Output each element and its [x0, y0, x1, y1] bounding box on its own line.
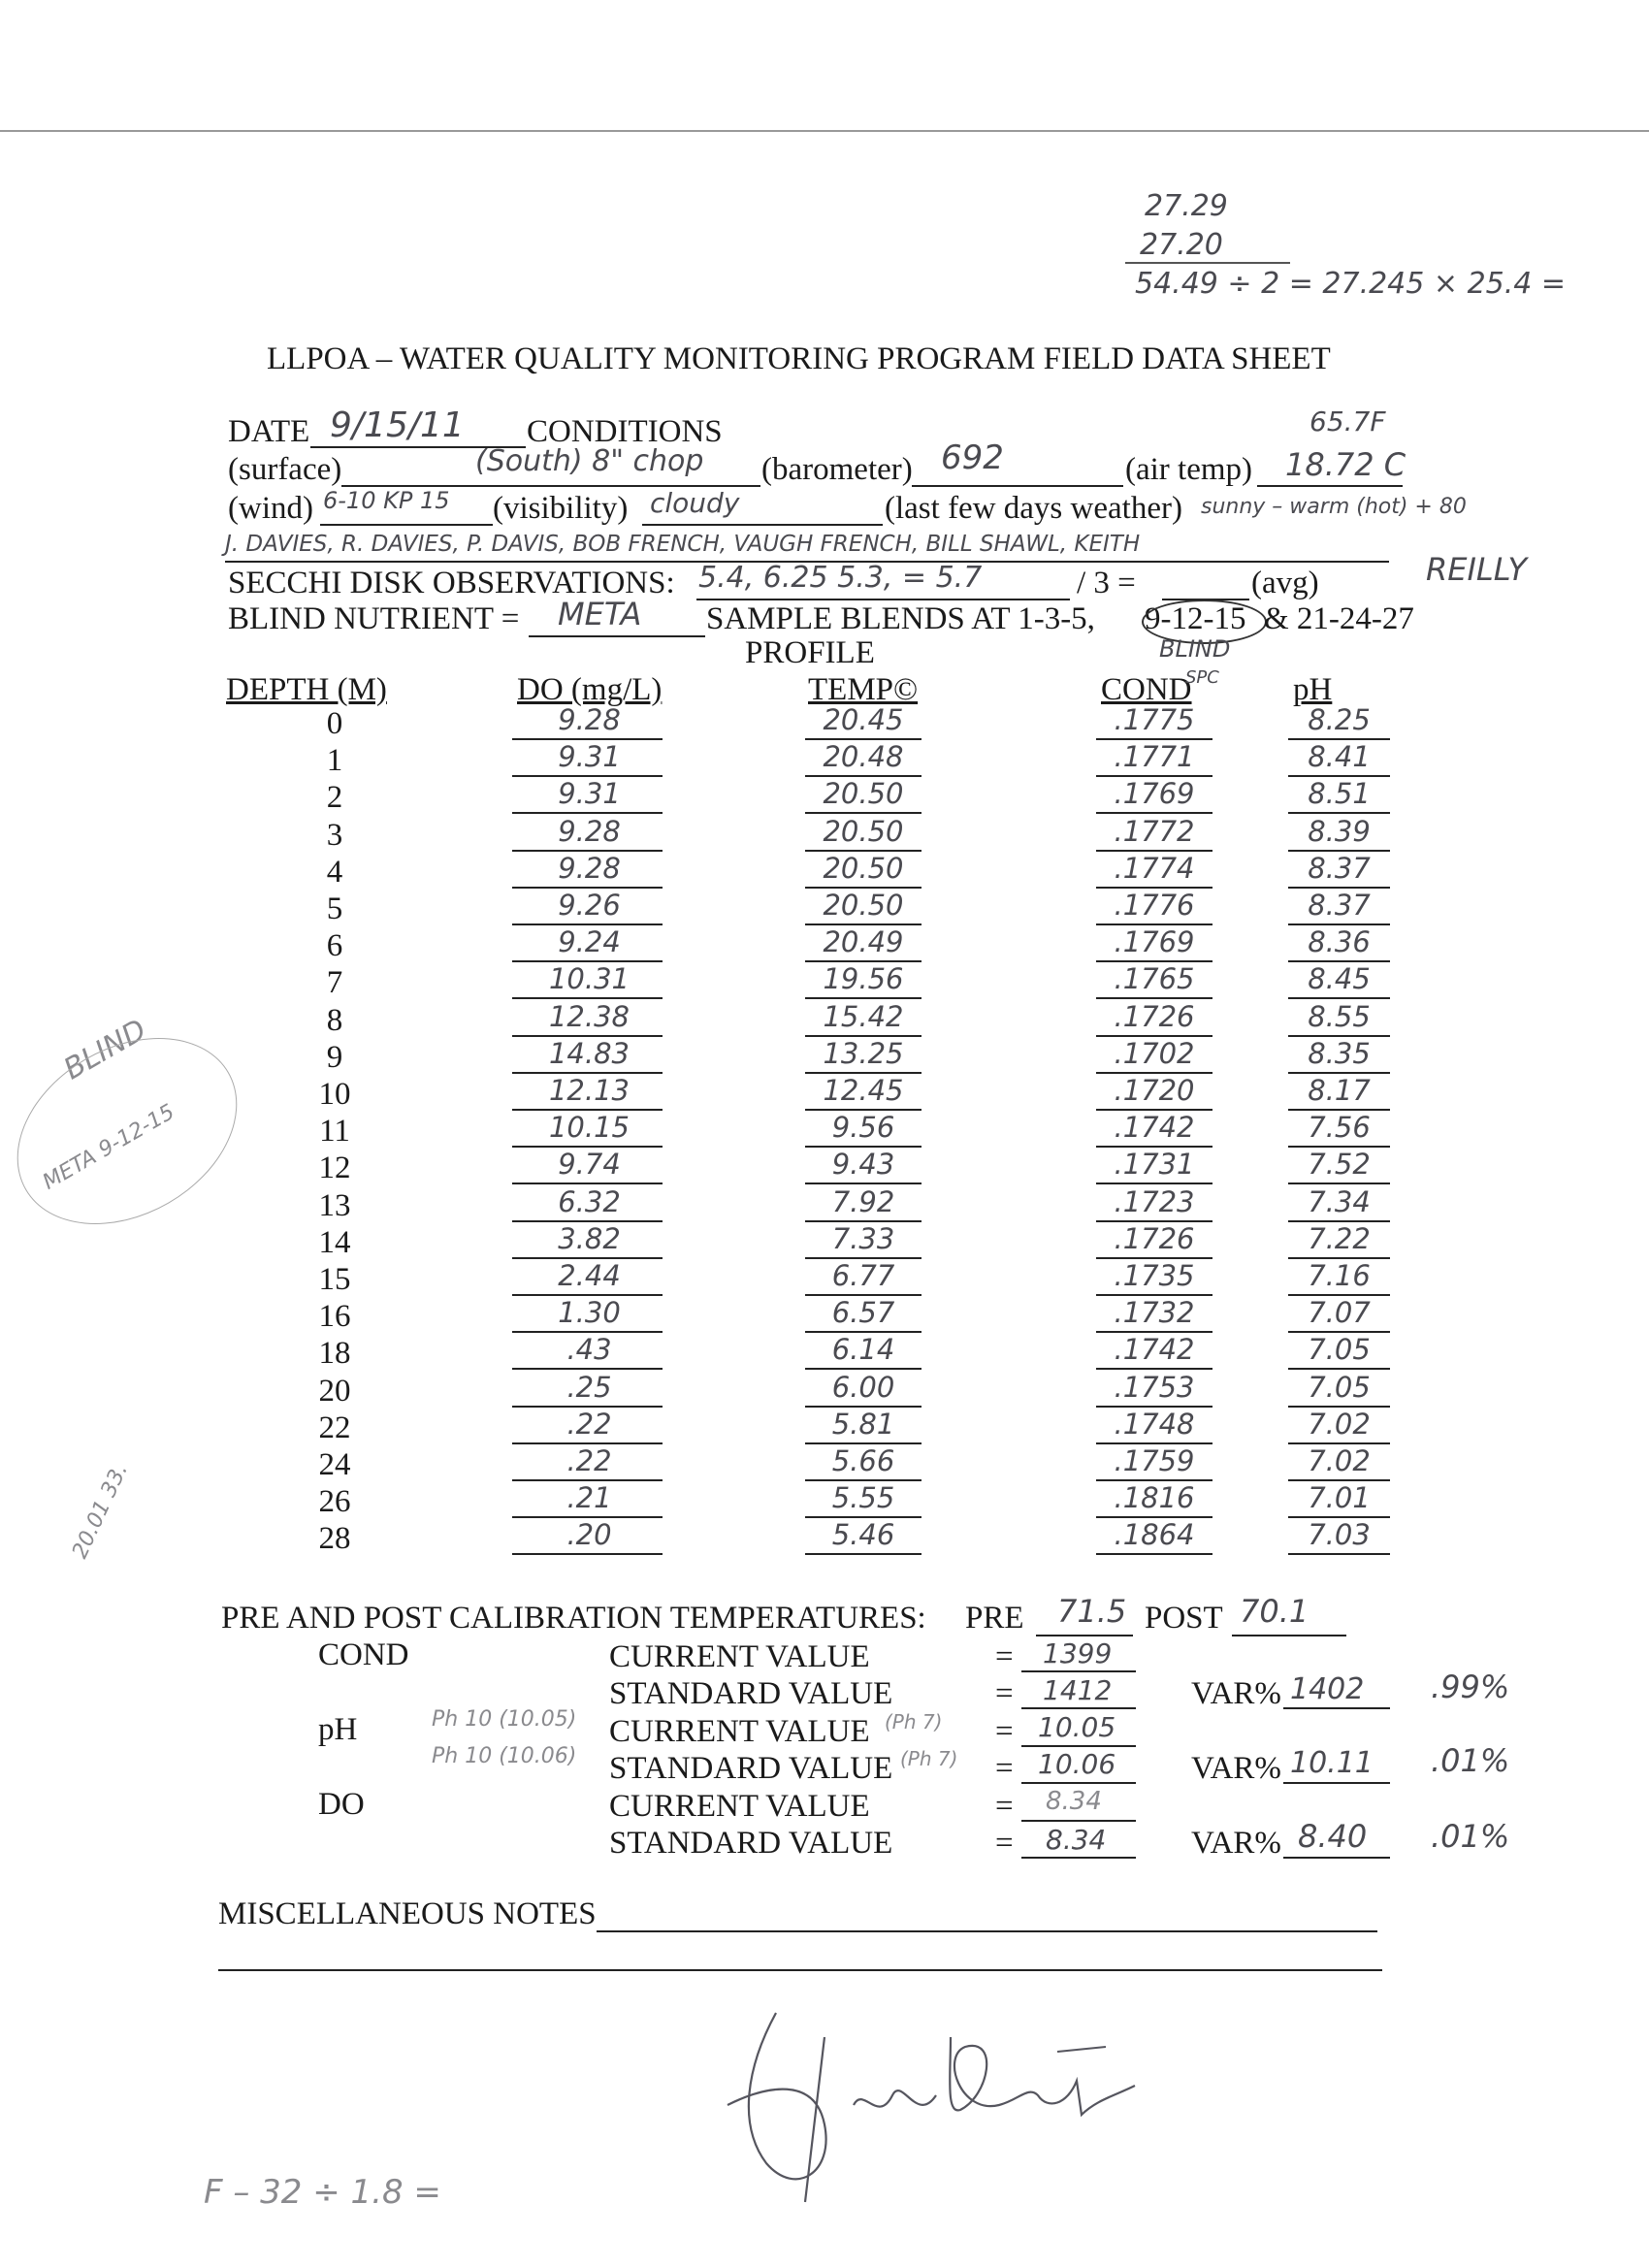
- depth-cell: 10: [318, 1077, 351, 1112]
- ph-cell: 8.41: [1308, 740, 1371, 774]
- do-cell: 10.31: [548, 962, 630, 996]
- depth-cell: 13: [318, 1187, 351, 1223]
- margin-calc-line3: 54.49 ÷ 2 = 27.245 × 25.4 =: [1135, 267, 1567, 301]
- col-do: DO (mg/L): [517, 672, 663, 707]
- wind-value: 6-10 KP 15: [323, 487, 450, 514]
- cal-cond-var-label: VAR%: [1191, 1676, 1281, 1711]
- cal-ph-current: 10.05: [1038, 1711, 1116, 1743]
- do-cell: 1.30: [558, 1296, 621, 1330]
- cal-ph-note-b: (Ph 7): [900, 1747, 958, 1770]
- wind-label: (wind): [228, 491, 313, 526]
- do-cell: .43: [566, 1333, 612, 1367]
- cal-eq: =: [995, 1714, 1014, 1749]
- cond-cell: .1759: [1114, 1444, 1195, 1477]
- air-temp-f: 65.7F: [1310, 405, 1386, 437]
- visibility-value: cloudy: [650, 487, 740, 519]
- depth-cell: 12: [318, 1150, 351, 1186]
- temp-cell: 19.56: [823, 962, 904, 996]
- do-cell: 9.24: [558, 925, 621, 959]
- do-cell: 9.28: [558, 851, 621, 885]
- temp-cell: 20.50: [823, 851, 904, 885]
- cal-eq: =: [995, 1751, 1014, 1786]
- margin-small: 20.01 33.: [68, 1459, 134, 1563]
- temp-cell: 13.25: [823, 1036, 904, 1070]
- depth-cell: 7: [326, 965, 343, 1001]
- cal-do-label: DO: [318, 1787, 365, 1822]
- temp-cell: 5.55: [831, 1481, 895, 1515]
- do-cell: .25: [566, 1370, 612, 1404]
- cal-do-current-label: CURRENT VALUE: [609, 1789, 870, 1824]
- blends-b: 9-12-15: [1145, 601, 1246, 636]
- depth-cell: 6: [326, 928, 343, 964]
- col-cond-note: SPC: [1185, 667, 1219, 688]
- cond-cell: .1732: [1114, 1296, 1195, 1330]
- cal-ph-pct: .01%: [1431, 1742, 1510, 1779]
- cond-cell: .1726: [1114, 1221, 1195, 1255]
- temp-cell: 5.46: [831, 1518, 895, 1552]
- do-cell: 12.13: [548, 1074, 630, 1107]
- cond-cell: .1769: [1114, 925, 1195, 959]
- ph-cell: 7.05: [1308, 1370, 1371, 1404]
- ph-cell: 8.35: [1308, 1036, 1371, 1070]
- cond-cell: .1720: [1114, 1074, 1195, 1107]
- cal-ph-note2: Ph 10 (10.06): [432, 1744, 577, 1768]
- cal-ph-var: 10.11: [1290, 1746, 1374, 1780]
- cond-cell: .1771: [1114, 740, 1195, 774]
- cal-eq: =: [995, 1789, 1014, 1824]
- ph-cell: 8.37: [1308, 851, 1371, 885]
- margin-calc-line2: 27.20: [1140, 228, 1223, 262]
- date-value: 9/15/11: [330, 405, 465, 445]
- blind-nutrient-label: BLIND NUTRIENT =: [228, 601, 520, 636]
- cal-do-standard-label: STANDARD VALUE: [609, 1826, 893, 1861]
- cond-cell: .1742: [1114, 1111, 1195, 1145]
- barometer-label: (barometer): [761, 452, 913, 487]
- cal-cond-var: 1402: [1290, 1672, 1365, 1706]
- ph-cell: 8.55: [1308, 999, 1371, 1033]
- page-top-edge: [0, 130, 1649, 132]
- surface-value: (South) 8" chop: [475, 444, 704, 478]
- margin-calc-line1: 27.29: [1145, 189, 1228, 223]
- depth-cell: 22: [318, 1409, 351, 1445]
- visibility-label: (visibility): [493, 491, 629, 526]
- post-value: 70.1: [1240, 1593, 1310, 1630]
- cond-cell: .1723: [1114, 1184, 1195, 1218]
- col-cond: COND: [1101, 672, 1192, 707]
- cal-ph-var-label: VAR%: [1191, 1751, 1281, 1786]
- depth-cell: 4: [326, 854, 343, 890]
- cond-cell: .1726: [1114, 999, 1195, 1033]
- cond-cell: .1748: [1114, 1407, 1195, 1441]
- cond-cell: .1753: [1114, 1370, 1195, 1404]
- cal-do-standard: 8.34: [1046, 1824, 1107, 1856]
- col-ph: pH: [1293, 672, 1333, 707]
- margin-blind: BLIND: [58, 1013, 152, 1087]
- temp-cell: 20.48: [823, 740, 904, 774]
- crew-names: J. DAVIES, R. DAVIES, P. DAVIS, BOB FRENCH, VAUGH FRENCH, BILL SHAWL, KEITH: [225, 532, 1141, 557]
- do-cell: 6.32: [558, 1184, 621, 1218]
- cond-cell: .1816: [1114, 1481, 1195, 1515]
- do-cell: 9.26: [558, 889, 621, 922]
- secchi-avg-label: (avg): [1251, 566, 1319, 600]
- profile-title: PROFILE: [745, 635, 875, 670]
- ph-cell: 7.02: [1308, 1444, 1371, 1477]
- cal-cond-standard: 1412: [1043, 1674, 1113, 1706]
- cal-ph-label: pH: [318, 1712, 358, 1747]
- air-temp-label: (air temp): [1125, 452, 1253, 487]
- blind-nutrient-value: META: [558, 596, 642, 632]
- barometer-value: 692: [941, 438, 1004, 477]
- depth-cell: 14: [318, 1224, 351, 1260]
- cal-do-current: 8.34: [1046, 1787, 1102, 1816]
- weather-value: sunny – warm (hot) + 80: [1201, 495, 1467, 519]
- depth-cell: 16: [318, 1299, 351, 1335]
- page-title: LLPOA – WATER QUALITY MONITORING PROGRAM FIELD DATA SHEET: [267, 341, 1331, 376]
- calibration-heading: PRE AND POST CALIBRATION TEMPERATURES:: [221, 1601, 926, 1636]
- cal-cond-current-label: CURRENT VALUE: [609, 1639, 870, 1674]
- bottom-formula: F – 32 ÷ 1.8 =: [204, 2173, 441, 2212]
- depth-cell: 20: [318, 1373, 351, 1409]
- ph-cell: 8.36: [1308, 925, 1371, 959]
- signature: [708, 1979, 1164, 2221]
- do-cell: 3.82: [558, 1221, 621, 1255]
- cond-cell: .1702: [1114, 1036, 1195, 1070]
- do-cell: .22: [566, 1444, 612, 1477]
- temp-cell: 6.00: [831, 1370, 895, 1404]
- ph-cell: 8.51: [1308, 777, 1371, 811]
- do-cell: 10.15: [548, 1111, 630, 1145]
- entry-line: [1096, 1553, 1212, 1555]
- cal-do-var: 8.40: [1298, 1818, 1368, 1855]
- temp-cell: 20.50: [823, 889, 904, 922]
- depth-cell: 8: [326, 1002, 343, 1038]
- cond-cell: .1742: [1114, 1333, 1195, 1367]
- entry-line: [805, 1553, 922, 1555]
- depth-cell: 2: [326, 780, 343, 816]
- blends-a: SAMPLE BLENDS AT 1-3-5,: [706, 601, 1095, 636]
- ph-cell: 7.05: [1308, 1333, 1371, 1367]
- depth-cell: 24: [318, 1447, 351, 1482]
- blends-c: & 21-24-27: [1264, 601, 1414, 636]
- do-cell: 9.28: [558, 703, 621, 736]
- temp-cell: 20.50: [823, 777, 904, 811]
- ph-cell: 7.01: [1308, 1481, 1371, 1515]
- col-depth: DEPTH (M): [226, 672, 387, 707]
- do-cell: 9.74: [558, 1148, 621, 1182]
- ph-cell: 7.34: [1308, 1184, 1371, 1218]
- ph-cell: 7.03: [1308, 1518, 1371, 1552]
- depth-cell: 28: [318, 1521, 351, 1557]
- cal-cond-current: 1399: [1043, 1637, 1113, 1669]
- temp-cell: 7.92: [831, 1184, 895, 1218]
- ph-cell: 7.22: [1308, 1221, 1371, 1255]
- depth-cell: 1: [326, 743, 343, 779]
- temp-cell: 9.56: [831, 1111, 895, 1145]
- margin-oval: [0, 1000, 271, 1262]
- weather-label: (last few days weather): [885, 491, 1182, 526]
- ph-cell: 7.07: [1308, 1296, 1371, 1330]
- temp-cell: 20.45: [823, 703, 904, 736]
- cond-cell: .1731: [1114, 1148, 1195, 1182]
- cal-eq: =: [995, 1826, 1014, 1861]
- cond-cell: .1775: [1114, 703, 1195, 736]
- secchi-label: SECCHI DISK OBSERVATIONS:: [228, 566, 675, 600]
- cal-do-pct: .01%: [1431, 1818, 1510, 1855]
- ph-cell: 7.16: [1308, 1259, 1371, 1292]
- temp-cell: 20.50: [823, 814, 904, 848]
- cond-cell: .1765: [1114, 962, 1195, 996]
- cal-ph-standard-label: STANDARD VALUE: [609, 1751, 893, 1786]
- margin-meta: META 9-12-15: [39, 1099, 179, 1195]
- depth-cell: 3: [326, 817, 343, 853]
- temp-cell: 5.81: [831, 1407, 895, 1441]
- cal-ph-current-label: CURRENT VALUE: [609, 1714, 870, 1749]
- temp-cell: 9.43: [831, 1148, 895, 1182]
- temp-cell: 6.14: [831, 1333, 895, 1367]
- cal-eq: =: [995, 1639, 1014, 1674]
- depth-cell: 0: [326, 706, 343, 741]
- do-cell: .22: [566, 1407, 612, 1441]
- ph-cell: 7.02: [1308, 1407, 1371, 1441]
- depth-cell: 26: [318, 1484, 351, 1520]
- depth-cell: 11: [319, 1114, 350, 1150]
- do-cell: 9.28: [558, 814, 621, 848]
- post-label: POST: [1145, 1601, 1223, 1636]
- air-temp-value: 18.72 C: [1285, 446, 1406, 483]
- entry-line: [512, 1553, 663, 1555]
- pre-label: PRE: [965, 1601, 1024, 1636]
- cond-cell: .1776: [1114, 889, 1195, 922]
- ph-cell: 8.39: [1308, 814, 1371, 848]
- cal-do-var-label: VAR%: [1191, 1826, 1281, 1861]
- ph-cell: 7.52: [1308, 1148, 1371, 1182]
- cond-cell: .1772: [1114, 814, 1195, 848]
- temp-cell: 7.33: [831, 1221, 895, 1255]
- do-cell: 12.38: [548, 999, 630, 1033]
- temp-cell: 5.66: [831, 1444, 895, 1477]
- ph-cell: 8.25: [1308, 703, 1371, 736]
- do-cell: .21: [566, 1481, 612, 1515]
- conditions-label: CONDITIONS: [527, 414, 723, 449]
- blind-note: BLIND: [1159, 635, 1231, 663]
- do-cell: .20: [566, 1518, 612, 1552]
- secchi-divisor: / 3 =: [1077, 566, 1136, 600]
- depth-cell: 18: [318, 1336, 351, 1372]
- secchi-values: 5.4, 6.25 5.3, = 5.7: [698, 561, 983, 595]
- cal-eq: =: [995, 1676, 1014, 1711]
- do-cell: 9.31: [558, 777, 621, 811]
- col-temp: TEMP©: [808, 672, 919, 707]
- ph-cell: 8.45: [1308, 962, 1371, 996]
- temp-cell: 20.49: [823, 925, 904, 959]
- cal-cond-standard-label: STANDARD VALUE: [609, 1676, 893, 1711]
- cal-ph-standard: 10.06: [1038, 1748, 1116, 1780]
- cond-cell: .1735: [1114, 1259, 1195, 1292]
- cond-cell: .1774: [1114, 851, 1195, 885]
- cal-ph-note1: Ph 10 (10.05): [432, 1707, 577, 1732]
- do-cell: 9.31: [558, 740, 621, 774]
- do-cell: 14.83: [548, 1036, 630, 1070]
- cal-cond-label: COND: [318, 1637, 409, 1672]
- cond-cell: .1769: [1114, 777, 1195, 811]
- cond-cell: .1864: [1114, 1518, 1195, 1552]
- crew-extra: REILLY: [1426, 551, 1528, 588]
- depth-cell: 9: [326, 1039, 343, 1075]
- entry-line: [1288, 1553, 1390, 1555]
- temp-cell: 15.42: [823, 999, 904, 1033]
- surface-label: (surface): [228, 452, 342, 487]
- cal-cond-pct: .99%: [1431, 1669, 1510, 1705]
- temp-cell: 6.77: [831, 1259, 895, 1292]
- ph-cell: 8.37: [1308, 889, 1371, 922]
- depth-cell: 5: [326, 891, 343, 926]
- ph-cell: 8.17: [1308, 1074, 1371, 1107]
- cal-ph-note-a: (Ph 7): [885, 1710, 943, 1733]
- do-cell: 2.44: [558, 1259, 621, 1292]
- temp-cell: 6.57: [831, 1296, 895, 1330]
- misc-notes-label: MISCELLANEOUS NOTES: [218, 1896, 597, 1931]
- pre-value: 71.5: [1057, 1593, 1127, 1630]
- depth-cell: 15: [318, 1262, 351, 1297]
- date-label: DATE: [228, 414, 310, 449]
- temp-cell: 12.45: [823, 1074, 904, 1107]
- ph-cell: 7.56: [1308, 1111, 1371, 1145]
